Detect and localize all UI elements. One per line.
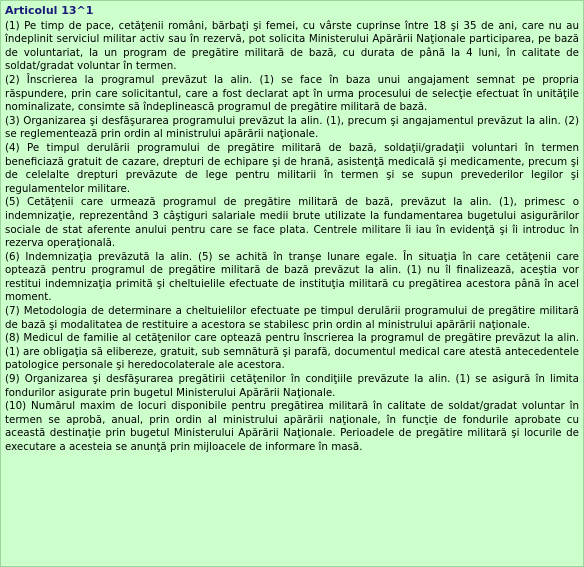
paragraph-4: (4) Pe timpul derulării programului de pregătire militară de bază, soldaţii/gradaţii voluntari în termen beneficiază gratuit de cazare, drepturi de echipare şi de hrană, asistenţă medicală şi medicamente, precum şi de celelalte drepturi prevăzute de lege pentru militarii în termen şi se supun prevederilor legilor şi regulamentelor militare.: [5, 141, 579, 195]
paragraph-7: (7) Metodologia de determinare a cheltuielilor efectuate pe timpul derulării programului de pregătire militară de bază şi modalitatea de restituire a acestora se stabilesc prin ordin al ministrului apărării naţionale.: [5, 305, 579, 331]
article-title: Articolul 13^1: [5, 4, 94, 17]
paragraph-9: (9) Organizarea şi desfăşurarea pregătirii cetăţenilor în condiţiile prevăzute la alin. (1) se asigură în limita fondurilor asigurate prin bugetul Ministerului Apărării Naţionale.: [5, 373, 579, 399]
paragraph-10: (10) Numărul maxim de locuri disponibile pentru pregătirea militară în calitate de soldat/gradat voluntar în termen se aprobă, anual, prin ordin al ministrului apărării naţionale, în funcţie de fondurile aprobate cu această destinaţie prin bugetul Ministerului Apărării Naţionale. Perioadele de pregătire militară şi locurile de executare a acesteia se anunţă prin mijloacele de informare în masă.: [5, 400, 579, 453]
paragraph-5: (5) Cetăţenii care urmează programul de pregătire militară de bază, prevăzut la alin. (1), primesc o indemnizaţie, reprezentând 3 câştiguri salariale medii brute utilizate la fundamentarea bugetului asigurărilor sociale de stat aferente anului pentru care se face plata. Centrele militare îi iau în evidenţă şi îi introduc în rezerva operaţională.: [5, 196, 579, 250]
paragraph-2: (2) Înscrierea la programul prevăzut la alin. (1) se face în baza unui angajament semnat pe propria răspundere, prin care solicitantul, care a fost declarat apt în urma procesului de selecţie efectuat în unităţile nominalizate, consimte să îndeplinească programul de pregătire militară de bază.: [5, 73, 579, 114]
paragraph-8: (8) Medicul de familie al cetăţenilor care optează pentru înscrierea la programul de pregătire prevăzut la alin. (1) are obligaţia să elibereze, gratuit, sub semnătură şi parafă, documentul medical care atestă antecedentele patologice personale şi heredocolaterale ale acestora.: [5, 332, 579, 372]
paragraph-6: (6) Indemnizaţia prevăzută la alin. (5) se achită în tranşe lunare egale. În situaţia în care cetăţenii care optează pentru programul de pregătire militară de bază prevăzut la alin. (1) nu îl finalizează, aceştia vor restitui indemnizaţia primită şi cheltuielile efectuate de instituţia militară cu pregătirea acestora până în acel moment.: [5, 250, 579, 304]
paragraph-3: (3) Organizarea şi desfăşurarea programului prevăzut la alin. (1), precum şi angajamentul prevăzut la alin. (2) se reglementează prin ordin al ministrului apărării naţionale.: [5, 114, 579, 141]
paragraph-1: (1) Pe timp de pace, cetăţenii români, bărbaţi şi femei, cu vârste cuprinse între 18 şi 35 de ani, care nu au îndeplinit serviciul militar activ sau în rezervă, pot solicita Ministerului Apărării Naţionale participarea, pe bază de voluntariat, la un program de pregătire militară de bază, cu durata de până la 4 luni, în calitate de soldat/gradat voluntar în termen.: [5, 19, 579, 73]
